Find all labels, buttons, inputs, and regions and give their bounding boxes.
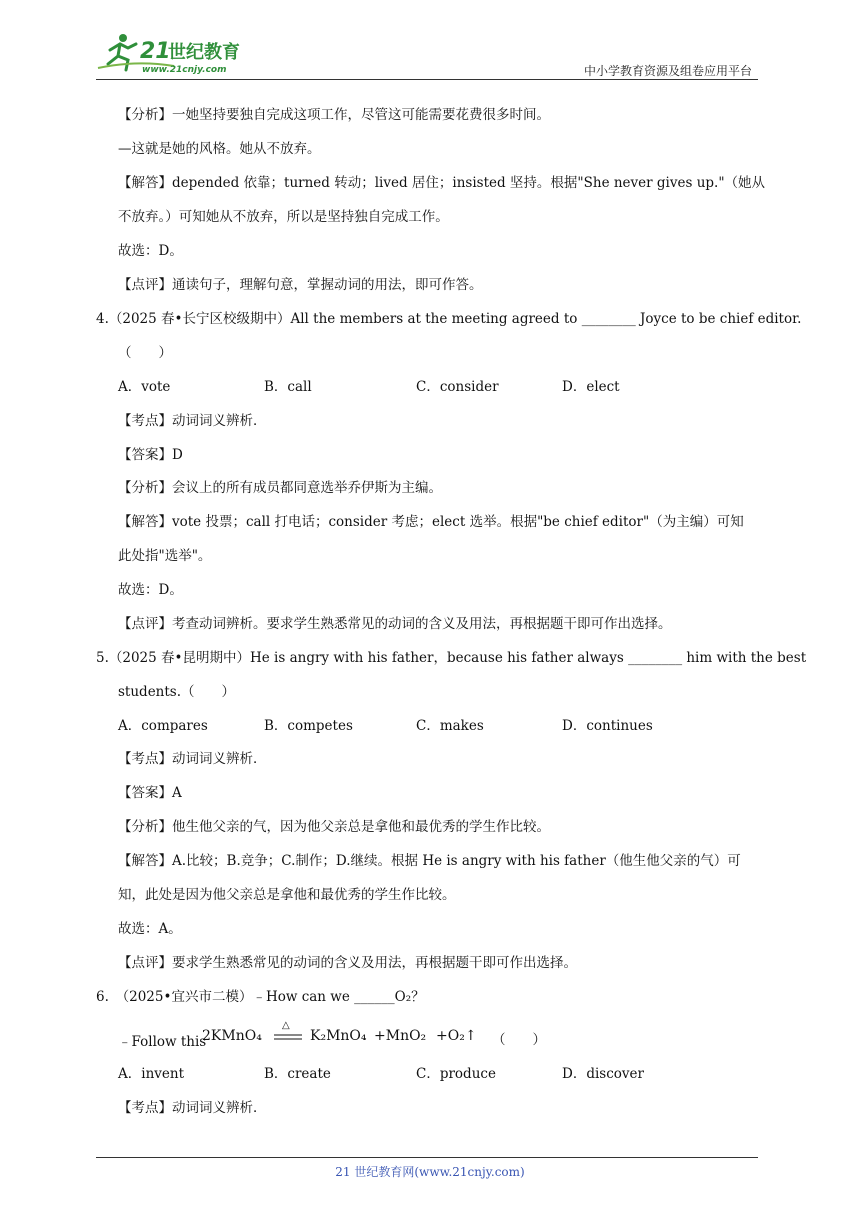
solution-line: 知，此处是因为他父亲总是拿他和最优秀的学生作比较。 <box>118 887 456 903</box>
page-header <box>96 30 758 78</box>
option-b: B．create <box>264 1066 331 1082</box>
analysis-line: —这就是她的风格。她从不放弃。 <box>118 141 321 157</box>
answer-line: 【答案】A <box>118 785 182 801</box>
formula-rhs3: +O₂↑ <box>436 1028 477 1044</box>
formula-lhs: 2KMnO₄ <box>202 1028 262 1044</box>
svg-text:世纪教育: 世纪教育 <box>168 42 240 63</box>
option-d: D．elect <box>562 379 620 395</box>
option-b: B．call <box>264 379 312 395</box>
question-6-stem: 6. （2025•宜兴市二模）﹣How can we ______O₂？ <box>96 989 425 1005</box>
platform-name: 中小学教育资源及组卷应用平台 <box>583 64 752 78</box>
comment-line: 【点评】通读句子，理解句意，掌握动词的用法，即可作答。 <box>118 277 483 293</box>
choice-line: 故选：D。 <box>118 243 183 259</box>
question-5-stem: 5.（2025 春•昆明期中）He is angry with his father，because his father always ________ him with the best <box>96 650 807 666</box>
analysis-line: 【分析】他生他父亲的气，因为他父亲总是拿他和最优秀的学生作比较。 <box>118 819 550 835</box>
choice-line: 故选：A。 <box>118 921 182 937</box>
solution-line: 【解答】depended 依靠；turned 转动；lived 居住；insisted 坚持。根据"She never gives up."（她从 <box>118 175 766 191</box>
topic-line: 【考点】动词词义辨析． <box>118 751 267 767</box>
formula-rhs2: +MnO₂ <box>374 1028 427 1044</box>
option-c: C．produce <box>416 1066 496 1082</box>
option-a: A．vote <box>118 379 171 395</box>
comment-line: 【点评】考查动词辨析。要求学生熟悉常见的动词的含义及用法，再根据题干即可作出选择。 <box>118 616 672 632</box>
question-5-stem-cont: students.（ ） <box>118 684 236 700</box>
option-a: A．compares <box>118 718 208 734</box>
header-rule <box>96 79 758 80</box>
heat-symbol: △ <box>282 1020 290 1031</box>
svg-text:www.21cnjy.com: www.21cnjy.com <box>142 65 227 75</box>
solution-line: 【解答】A.比较；B.竞争；C.制作；D.继续。根据 He is angry with his father（他生他父亲的气）可 <box>118 853 741 869</box>
topic-line: 【考点】动词词义辨析． <box>118 1100 267 1116</box>
svg-text:21: 21 <box>140 39 171 64</box>
question-4-stem: 4.（2025 春•长宁区校级期中）All the members at the meeting agreed to ________ Joyce to be chief editor. <box>96 311 802 327</box>
solution-line: 不放弃。）可知她从不放弃，所以是坚持独自完成工作。 <box>118 209 449 225</box>
option-c: C．makes <box>416 718 484 734</box>
solution-line: 【解答】vote 投票；call 打电话；consider 考虑；elect 选举。根据"be chief editor"（为主编）可知 <box>118 514 744 530</box>
site-logo <box>96 30 266 76</box>
footer-rule <box>96 1157 758 1158</box>
choice-line: 故选：D。 <box>118 582 183 598</box>
analysis-line: 【分析】会议上的所有成员都同意选举乔伊斯为主编。 <box>118 480 442 496</box>
answer-paren: （ ） <box>118 345 172 361</box>
comment-line: 【点评】要求学生熟悉常见的动词的含义及用法，再根据题干即可作出选择。 <box>118 955 577 971</box>
option-a: A．invent <box>118 1066 184 1082</box>
option-c: C．consider <box>416 379 499 395</box>
question-6-line2: ﹣Follow this <box>118 1034 207 1050</box>
topic-line: 【考点】动词词义辨析． <box>118 413 267 429</box>
option-d: D．continues <box>562 718 653 734</box>
option-b: B．competes <box>264 718 353 734</box>
analysis-line: 【分析】一她坚持要独自完成这项工作，尽管这可能需要花费很多时间。 <box>118 107 550 123</box>
chemical-equation <box>202 1018 492 1048</box>
answer-paren: （ ） <box>492 1032 546 1048</box>
page-footer: 21 世纪教育网(www.21cnjy.com) <box>335 1165 525 1179</box>
solution-line: 此处指"选举"。 <box>118 548 212 564</box>
answer-line: 【答案】D <box>118 447 183 463</box>
option-d: D．discover <box>562 1066 644 1082</box>
formula-rhs1: K₂MnO₄ <box>310 1028 367 1044</box>
